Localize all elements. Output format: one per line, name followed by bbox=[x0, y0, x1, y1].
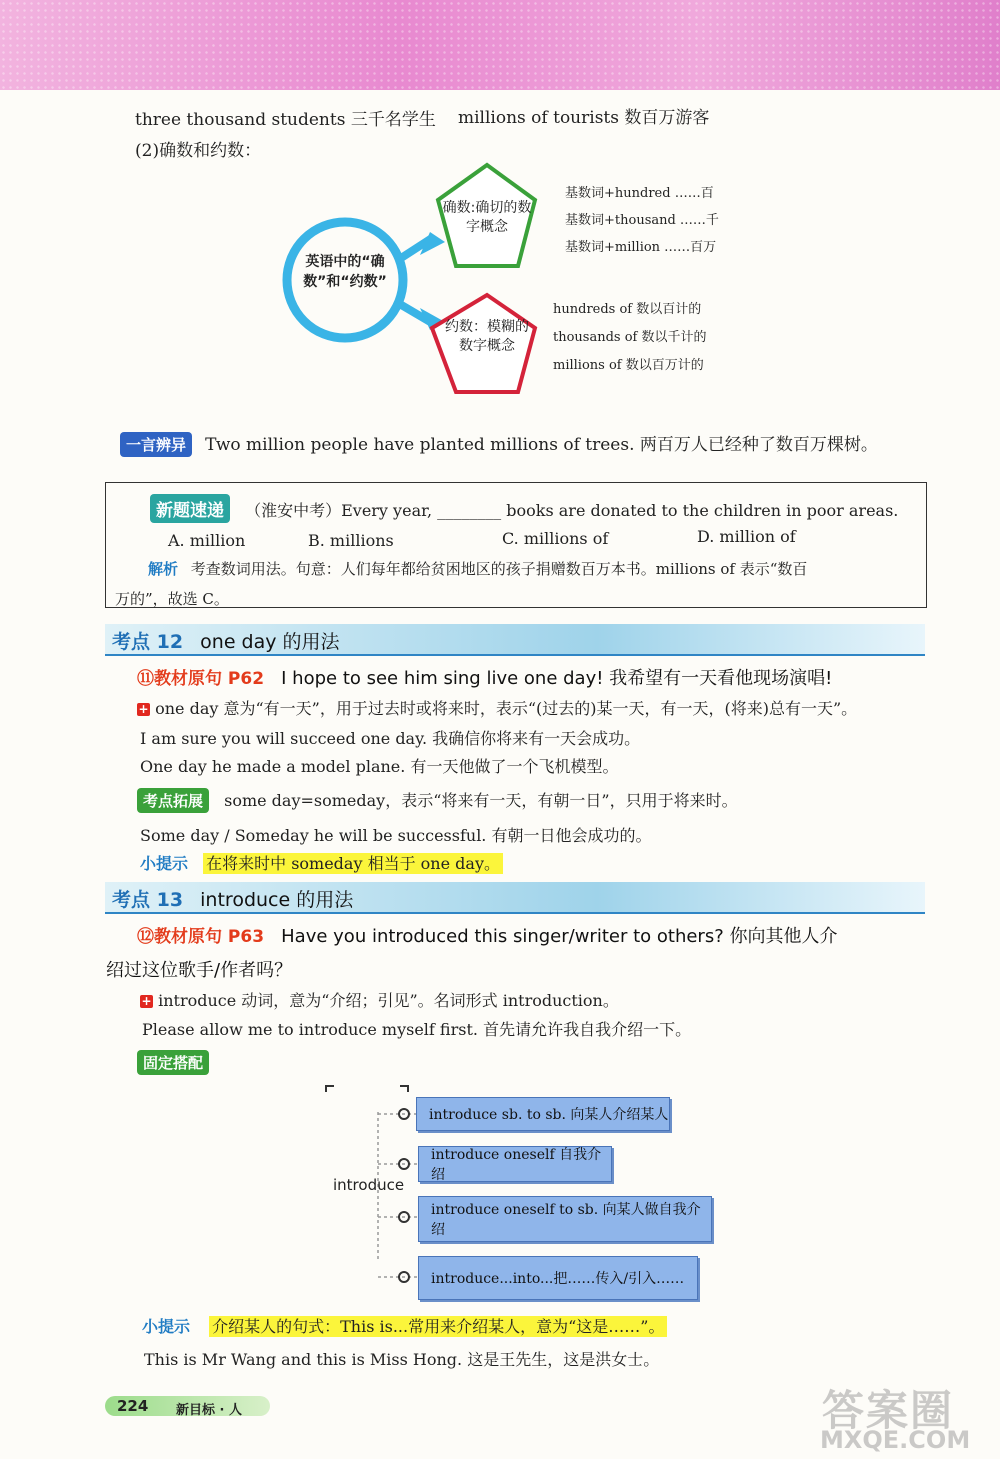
tip-label: 小提示 bbox=[140, 854, 189, 873]
example-text: One day he made a model plane. 有一天他做了一个飞机模型。 bbox=[140, 757, 619, 776]
section-title-row bbox=[112, 627, 340, 654]
note-text: introduce 动词，意为“介绍；引见”。名词形式 introduction。 bbox=[158, 991, 619, 1010]
fixed-tag: 固定搭配 bbox=[137, 1050, 209, 1075]
plus-icon: + bbox=[141, 994, 152, 1008]
tip-text: 介绍某人的句式：This is...常用来介绍某人，意为“这是……”。 bbox=[209, 1316, 667, 1337]
example-text: Please allow me to introduce myself first. 首先请允许我自我介绍一下。 bbox=[142, 1020, 692, 1039]
tip-row bbox=[140, 851, 503, 874]
section-label: 考点 13 bbox=[112, 889, 184, 911]
watermark-url: MXQE.COM bbox=[820, 1426, 971, 1454]
fixed-collocation-row bbox=[137, 1050, 209, 1075]
note-text: one day 意为“有一天”，用于过去时或将来时，表示“(过去的)某一天，有一天，(将来)总有一天”。 bbox=[155, 699, 858, 718]
book-title: 新目标 · 人 bbox=[176, 1403, 242, 1418]
page-number: 224 bbox=[117, 1397, 149, 1415]
section-label: 考点 12 bbox=[112, 631, 184, 653]
watermark-logo: 答案圈 bbox=[822, 1386, 955, 1435]
example-text: This is Mr Wang and this is Miss Hong. 这是王先生，这是洪女士。 bbox=[144, 1350, 660, 1369]
list-item: millions of 数以百万计的 bbox=[553, 358, 704, 373]
list-item: thousands of 数以千计的 bbox=[553, 330, 707, 345]
extension-row bbox=[137, 788, 738, 813]
list-item: 基数词+thousand ……千 bbox=[565, 213, 719, 228]
tip-row bbox=[142, 1314, 667, 1337]
option-c: C. millions of bbox=[502, 529, 609, 548]
example-text: Some day / Someday he will be successful. 有朝一日他会成功的。 bbox=[140, 826, 652, 845]
quick-question: （淮安中考）Every year, ________ books are donated to the children in poor areas. bbox=[245, 501, 899, 520]
original-text: Have you introduced this singer/writer to others? 你向其他人介 bbox=[281, 926, 838, 947]
list-item: 基数词+hundred ……百 bbox=[565, 186, 714, 201]
list-item: hundreds of 数以百计的 bbox=[553, 302, 702, 317]
subheading: (2)确数和约数： bbox=[135, 141, 262, 161]
center-word: introduce bbox=[333, 1176, 405, 1194]
option-a: A. million bbox=[168, 531, 246, 550]
tip-label: 小提示 bbox=[142, 1317, 191, 1336]
original-sentence-row bbox=[137, 664, 832, 690]
distinguish-row bbox=[120, 430, 878, 457]
extension-tag: 考点拓展 bbox=[137, 788, 209, 813]
phrase-box: introduce sb. to sb. 向某人介绍某人 bbox=[416, 1097, 670, 1131]
phrase-box: introduce...into...把……传入/引入…… bbox=[418, 1256, 698, 1300]
distinguish-tag: 一言辨异 bbox=[120, 432, 192, 457]
original-sentence-row bbox=[137, 922, 837, 948]
phrase-box: introduce oneself to sb. 向某人做自我介绍 bbox=[418, 1196, 712, 1242]
header-pattern bbox=[0, 0, 1000, 90]
original-label: ⑪教材原句 P62 bbox=[137, 669, 265, 689]
extension-text: some day=someday，表示“将来有一天，有朝一日”，只用于将来时。 bbox=[224, 791, 738, 810]
example-text: millions of tourists 数百万游客 bbox=[458, 108, 710, 128]
section-title: introduce 的用法 bbox=[200, 889, 354, 911]
approx-label: 约数：模糊的数字概念 bbox=[445, 319, 529, 354]
analysis-text: 考查数词用法。句意：人们每年都给贫困地区的孩子捐赠数百万本书。millions of 表示“数百 bbox=[190, 560, 808, 578]
center-label: 英语中的“确数”和“约数” bbox=[303, 254, 387, 290]
option-d: D. million of bbox=[697, 527, 796, 546]
approx-list bbox=[553, 296, 707, 380]
original-text-cont: 绍过这位歌手/作者吗？ bbox=[106, 960, 293, 981]
exact-label: 确数:确切的数字概念 bbox=[442, 200, 532, 235]
note-row bbox=[140, 988, 619, 1011]
section-title: one day 的用法 bbox=[200, 631, 340, 653]
original-label: ⑫教材原句 P63 bbox=[137, 927, 265, 947]
distinguish-text: Two million people have planted millions of trees. 两百万人已经种了数百万棵树。 bbox=[205, 435, 878, 455]
plus-icon: + bbox=[138, 702, 149, 716]
option-b: B. millions bbox=[308, 531, 394, 550]
list-item: 基数词+million ……百万 bbox=[565, 240, 717, 255]
example-text: I am sure you will succeed one day. 我确信你将来有一天会成功。 bbox=[140, 729, 641, 748]
example-text: three thousand students 三千名学生 bbox=[135, 110, 436, 130]
quick-tag: 新题速递 bbox=[150, 494, 230, 523]
exact-list bbox=[565, 180, 719, 261]
analysis-row bbox=[148, 558, 807, 579]
analysis-text-cont: 万的”，故选 C。 bbox=[115, 590, 229, 608]
tip-text: 在将来时中 someday 相当于 one day。 bbox=[203, 853, 503, 874]
section-title-row bbox=[112, 885, 353, 912]
analysis-label: 解析 bbox=[148, 560, 179, 578]
phrase-box: introduce oneself 自我介绍 bbox=[418, 1146, 612, 1182]
note-row bbox=[137, 696, 857, 719]
original-text: I hope to see him sing live one day! 我希望有一天看他现场演唱! bbox=[281, 668, 833, 689]
quick-question-row bbox=[150, 494, 898, 523]
